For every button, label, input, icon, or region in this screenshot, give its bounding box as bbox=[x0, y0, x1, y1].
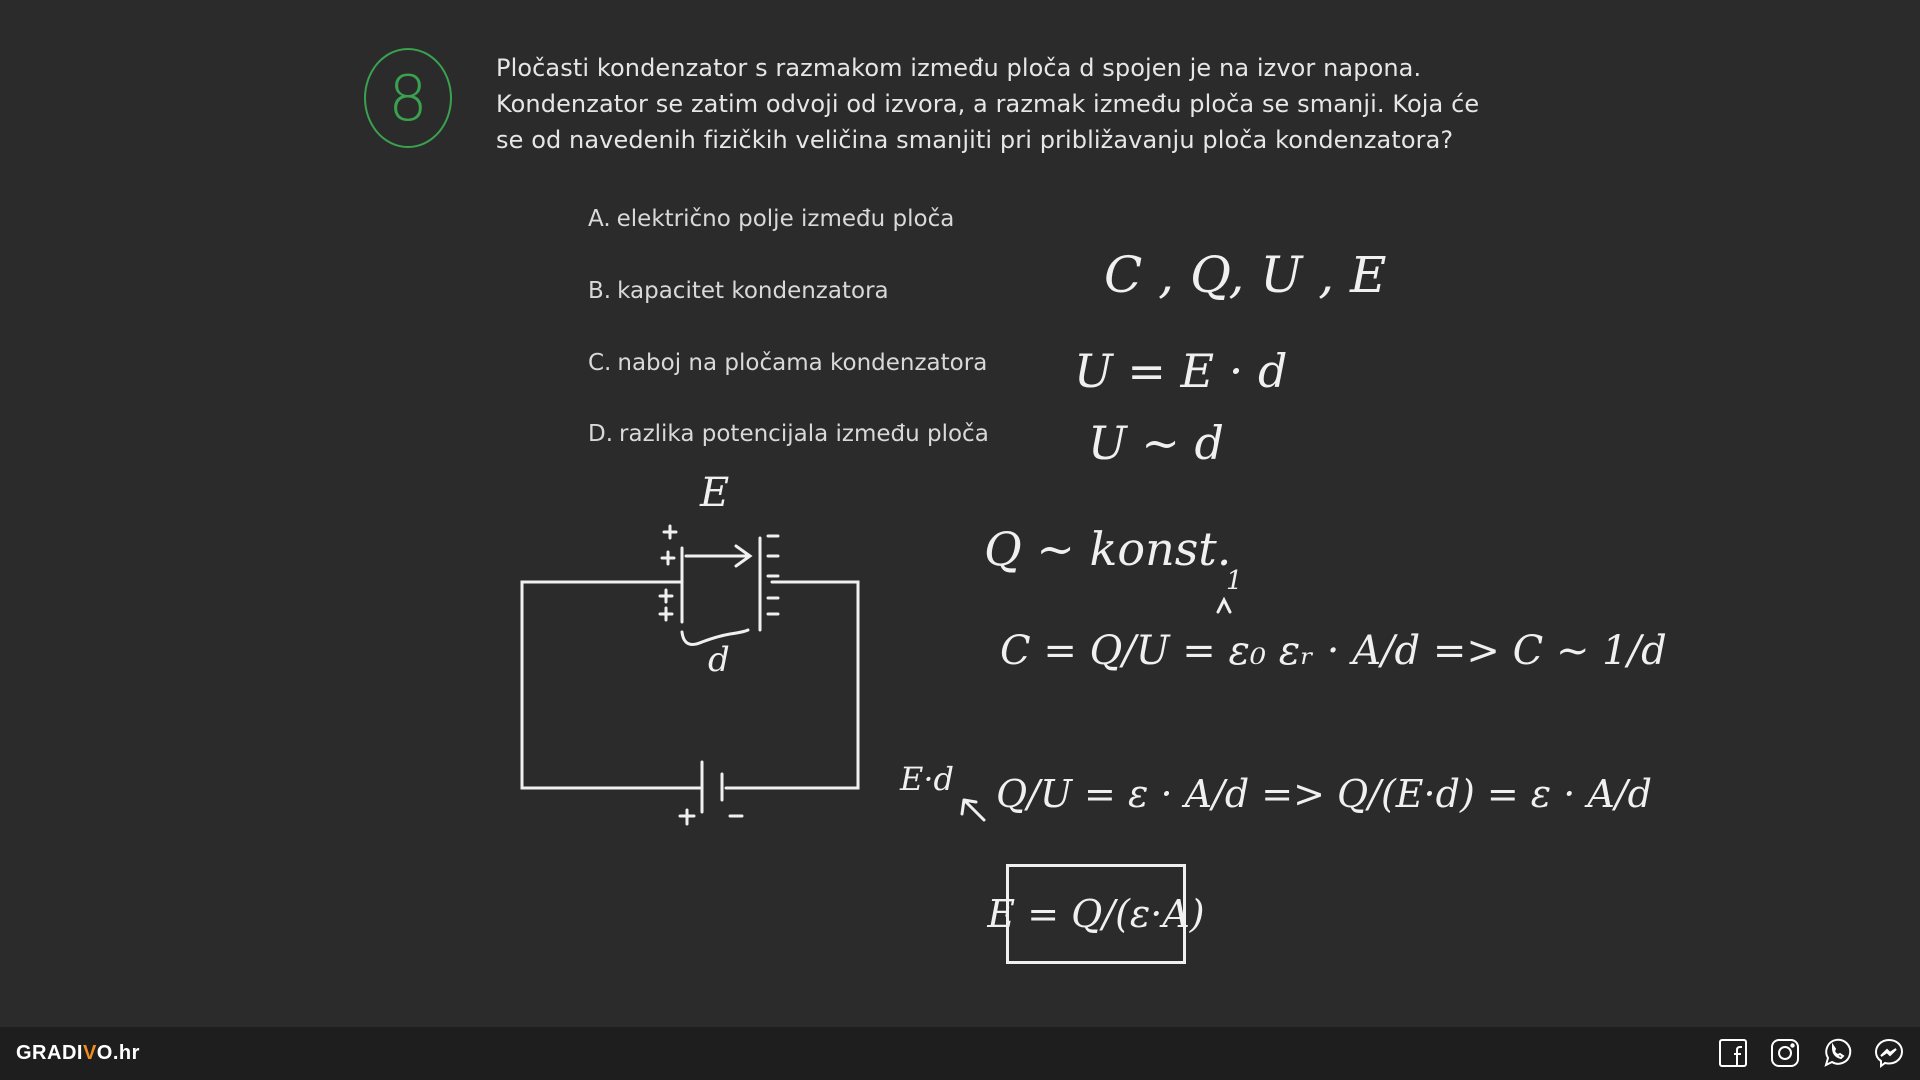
question-line: Pločasti kondenzator s razmakom između ploča d spojen je na izvor napona. bbox=[496, 54, 1422, 82]
question-number-badge: 8 bbox=[364, 48, 452, 148]
option-letter: D. bbox=[588, 421, 614, 447]
instagram-icon[interactable] bbox=[1768, 1036, 1802, 1070]
boxed-formula: E = Q/(ε·A) bbox=[987, 892, 1205, 936]
note-capacitance-equation: C = Q/U = ε₀ εᵣ · A/d => C ~ 1/d bbox=[1000, 628, 1667, 674]
note-u-proportional-d: U ~ d bbox=[1088, 416, 1225, 470]
option-text: naboj na pločama kondenzatora bbox=[617, 350, 988, 376]
whatsapp-icon[interactable] bbox=[1820, 1036, 1854, 1070]
option-text: razlika potencijala između ploča bbox=[619, 421, 989, 447]
er-arrow bbox=[1218, 600, 1230, 612]
gradivo-logo[interactable] bbox=[16, 1042, 140, 1065]
curved-arrow bbox=[962, 800, 984, 820]
field-label: E bbox=[700, 470, 730, 516]
footer-bar bbox=[0, 1027, 1920, 1080]
question-line: se od navedenih fizičkih veličina smanjiti pri približavanju ploča kondenzatora? bbox=[496, 126, 1454, 154]
social-links bbox=[1716, 1036, 1906, 1070]
facebook-icon[interactable] bbox=[1716, 1036, 1750, 1070]
circuit-wire-left bbox=[522, 582, 700, 788]
option-letter: C. bbox=[588, 350, 612, 376]
field-arrow bbox=[686, 546, 750, 566]
circuit-wire-right bbox=[726, 582, 858, 788]
distance-label: d bbox=[708, 640, 730, 680]
note-e-times-d: E·d bbox=[900, 760, 955, 798]
note-q-constant: Q ~ konst. bbox=[984, 522, 1232, 576]
logo-prefix: GRADI bbox=[16, 1042, 83, 1064]
note-u-equals-ed: U = E · d bbox=[1074, 344, 1288, 398]
option-letter: B. bbox=[588, 278, 612, 304]
option-letter: A. bbox=[588, 206, 611, 232]
question-line: Kondenzator se zatim odvoji od izvora, a razmak između ploča se smanji. Koja će bbox=[496, 90, 1480, 118]
logo-suffix: O.hr bbox=[96, 1042, 140, 1064]
note-quantities: C , Q, U , E bbox=[1104, 246, 1387, 304]
note-er-value: 1 bbox=[1226, 566, 1243, 596]
note-derivation: Q/U = ε · A/d => Q/(E·d) = ε · A/d bbox=[996, 772, 1652, 816]
messenger-icon[interactable] bbox=[1872, 1036, 1906, 1070]
logo-v: V bbox=[82, 1042, 97, 1064]
option-text: električno polje između ploča bbox=[616, 206, 955, 232]
option-text: kapacitet kondenzatora bbox=[617, 278, 889, 304]
